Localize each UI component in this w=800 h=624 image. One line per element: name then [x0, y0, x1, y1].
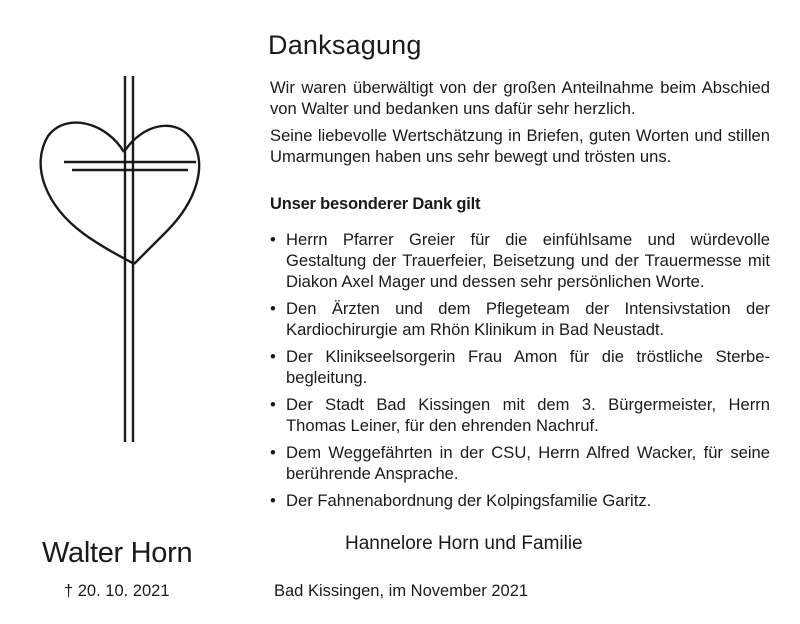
list-item: • Der Fahnenabordnung der Kolpingsfamilie Garitz. [270, 490, 770, 511]
list-item: • Den Ärzten und dem Pflegeteam der Intensivstation der Kardiochirurgie am Rhön Klinikum in Bad Neustadt. [270, 298, 770, 340]
list-item: • Herrn Pfarrer Greier für die einfühlsame und würdevolle Gestaltung der Trauerfeier, Beisetzung und der Trauermesse mit Diakon Axel Mager und dessen sehr persönlichen Worte. [270, 229, 770, 292]
page-title: Danksagung [268, 30, 422, 60]
list-item: • Dem Weggefährten in der CSU, Herrn Alfred Wacker, für seine berührende Ansprache. [270, 442, 770, 484]
list-item: • Der Klinikseelsorgerin Frau Amon für die tröstliche Sterbe-begleitung. [270, 346, 770, 388]
signature: Hannelore Horn und Familie [345, 533, 583, 554]
intro-paragraph: Seine liebevolle Wertschätzung in Briefen, guten Worten und stillen Umarmungen haben uns sehr bewegt und trösten uns. [270, 126, 770, 166]
place-date: Bad Kissingen, im November 2021 [274, 582, 529, 600]
intro-paragraph: Wir waren überwältigt von der großen Anteilnahme beim Abschied von Walter und bedanken uns dafür sehr herzlich. [270, 78, 770, 118]
heart-cross-icon [36, 74, 216, 444]
death-date: † 20. 10. 2021 [64, 582, 170, 600]
thanks-heading: Unser besonderer Dank gilt [270, 195, 481, 213]
intro-text [270, 77, 770, 173]
list-item: • Der Stadt Bad Kissingen mit dem 3. Bürgermeister, Herrn Thomas Leiner, für den ehrenden Nachruf. [270, 394, 770, 436]
deceased-name: Walter Horn [42, 537, 193, 569]
thanks-list [270, 229, 770, 517]
